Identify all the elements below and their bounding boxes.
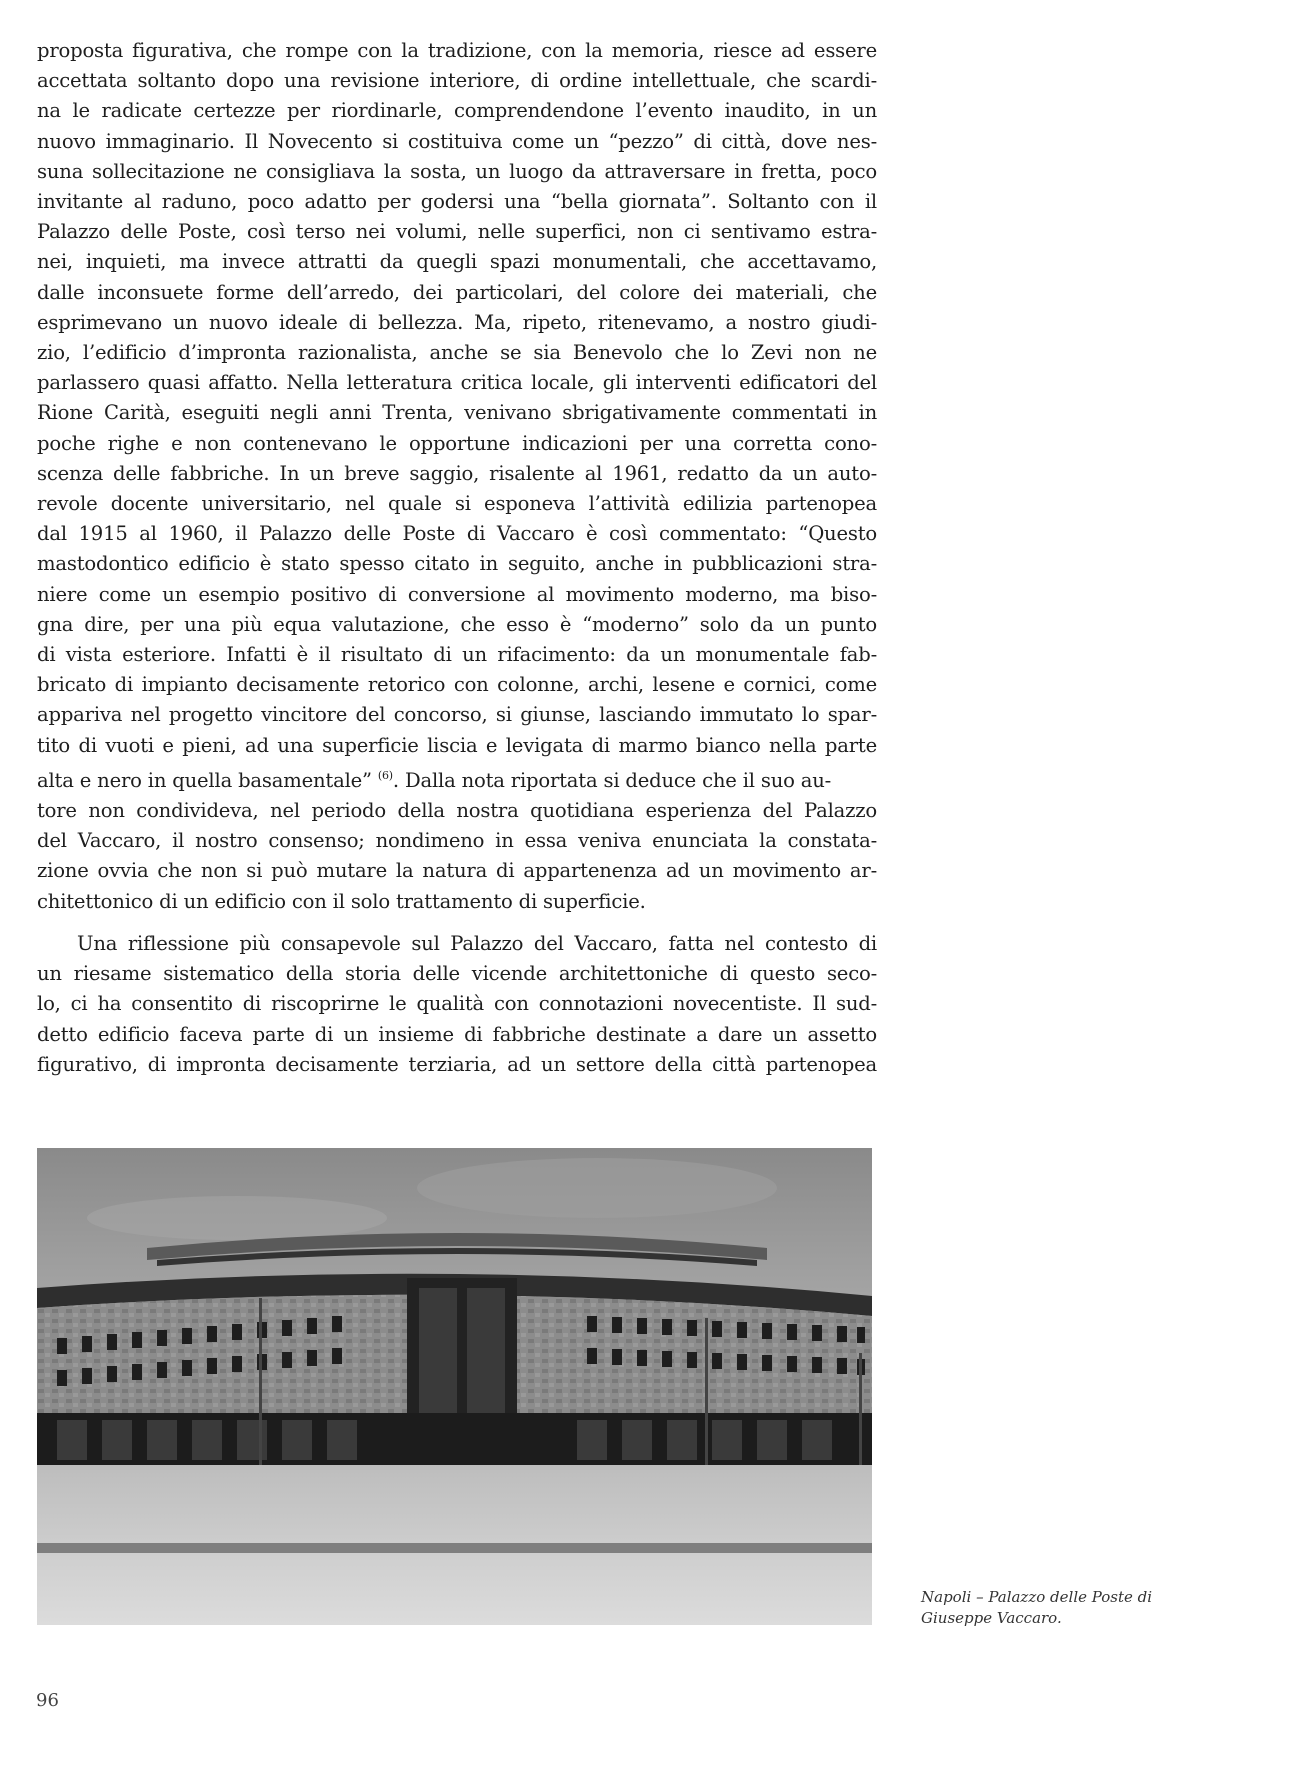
paragraph-2 [37,929,877,1080]
text-segment: alta e nero in quella basamentale” [37,768,372,792]
text-line: chitettonico di un edificio con il solo trattamento di superficie. [37,889,646,913]
photo-caption [921,1587,1181,1629]
text-line: mastodontico edificio è stato spesso citato in seguito, anche in pubblicazioni stra- [37,552,877,576]
page-number: 96 [36,1690,59,1711]
building-photo-illustration [37,1148,872,1625]
building-photograph [37,1148,872,1625]
text-line: tito di vuoti e pieni, ad una superficie liscia e levigata di marmo bianco nella parte [37,733,877,757]
paragraph-1 [37,36,877,917]
text-line: revole docente universitario, nel quale si esponeva l’attività edilizia partenopea [37,492,877,516]
text-line: detto edificio faceva parte di un insieme di fabbriche destinate a dare un assetto [37,1022,877,1046]
footnote-reference: (6) [377,768,393,782]
text-line: Rione Carità, eseguiti negli anni Trenta, venivano sbrigativamente commentati in [37,401,877,425]
text-line: proposta figurativa, che rompe con la tradizione, con la memoria, riesce ad essere [37,39,877,62]
text-line: lo, ci ha consentito di riscoprirne le qualità con connotazioni novecentiste. Il sud- [37,992,877,1016]
text-line: zione ovvia che non si può mutare la natura di appartenenza ad un movimento ar- [37,859,877,883]
text-line: scenza delle fabbriche. In un breve saggio, risalente al 1961, redatto da un auto- [37,461,877,485]
caption-line: Napoli – Palazzo delle Poste di [921,1588,1153,1606]
text-line: appariva nel progetto vincitore del concorso, si giunse, lasciando immutato lo spar- [37,703,877,727]
text-line: dal 1915 al 1960, il Palazzo delle Poste di Vaccaro è così commentato: “Questo [37,522,877,546]
text-line: accettata soltanto dopo una revisione interiore, di ordine intellettuale, che scardi- [37,69,877,93]
text-line: figurativo, di impronta decisamente terziaria, ad un settore della città partenopea [37,1052,877,1076]
text-line: Una riflessione più consapevole sul Palazzo del Vaccaro, fatta nel contesto di [77,931,877,955]
text-line: zio, l’edificio d’impronta razionalista, anche se sia Benevolo che lo Zevi non ne [37,341,877,365]
text-line: Palazzo delle Poste, così terso nei volumi, nelle superfici, non ci sentivamo estra- [37,220,877,244]
text-line: gna dire, per una più equa valutazione, che esso è “moderno” solo da un punto [37,612,877,636]
text-line: nuovo immaginario. Il Novecento si costituiva come un “pezzo” di città, dove nes- [37,129,877,153]
text-line: bricato di impianto decisamente retorico con colonne, archi, lesene e cornici, come [37,673,877,697]
text-line: invitante al raduno, poco adatto per godersi una “bella giornata”. Soltanto con il [37,190,877,214]
text-line-with-note [37,761,877,796]
text-line: poche righe e non contenevano le opportune indicazioni per una corretta cono- [37,431,877,455]
body-text [37,36,877,1080]
caption-line: Giuseppe Vaccaro. [921,1609,1062,1627]
text-line: parlassero quasi affatto. Nella letteratura critica locale, gli interventi edificatori del [37,371,877,395]
text-line: un riesame sistematico della storia delle vicende architettoniche di questo seco- [37,962,877,986]
text-line: dalle inconsuete forme dell’arredo, dei particolari, del colore dei materiali, che [37,280,877,304]
text-line: nei, inquieti, ma invece attratti da quegli spazi monumentali, che accettavamo, [37,250,877,274]
text-line: tore non condivideva, nel periodo della nostra quotidiana esperienza del Palazzo [37,799,877,823]
text-line: del Vaccaro, il nostro consenso; nondimeno in essa veniva enunciata la constata- [37,829,877,853]
text-line: niere come un esempio positivo di conversione al movimento moderno, ma biso- [37,582,877,606]
text-line: suna sollecitazione ne consigliava la sosta, un luogo da attraversare in fretta, poco [37,159,877,183]
text-line: esprimevano un nuovo ideale di bellezza. Ma, ripeto, ritenevamo, a nostro giudi- [37,310,877,334]
text-line: na le radicate certezze per riordinarle, comprendendone l’evento inaudito, in un [37,99,877,123]
text-segment: . Dalla nota riportata si deduce che il suo au- [392,768,832,792]
text-line: di vista esteriore. Infatti è il risultato di un rifacimento: da un monumentale fab- [37,643,877,667]
